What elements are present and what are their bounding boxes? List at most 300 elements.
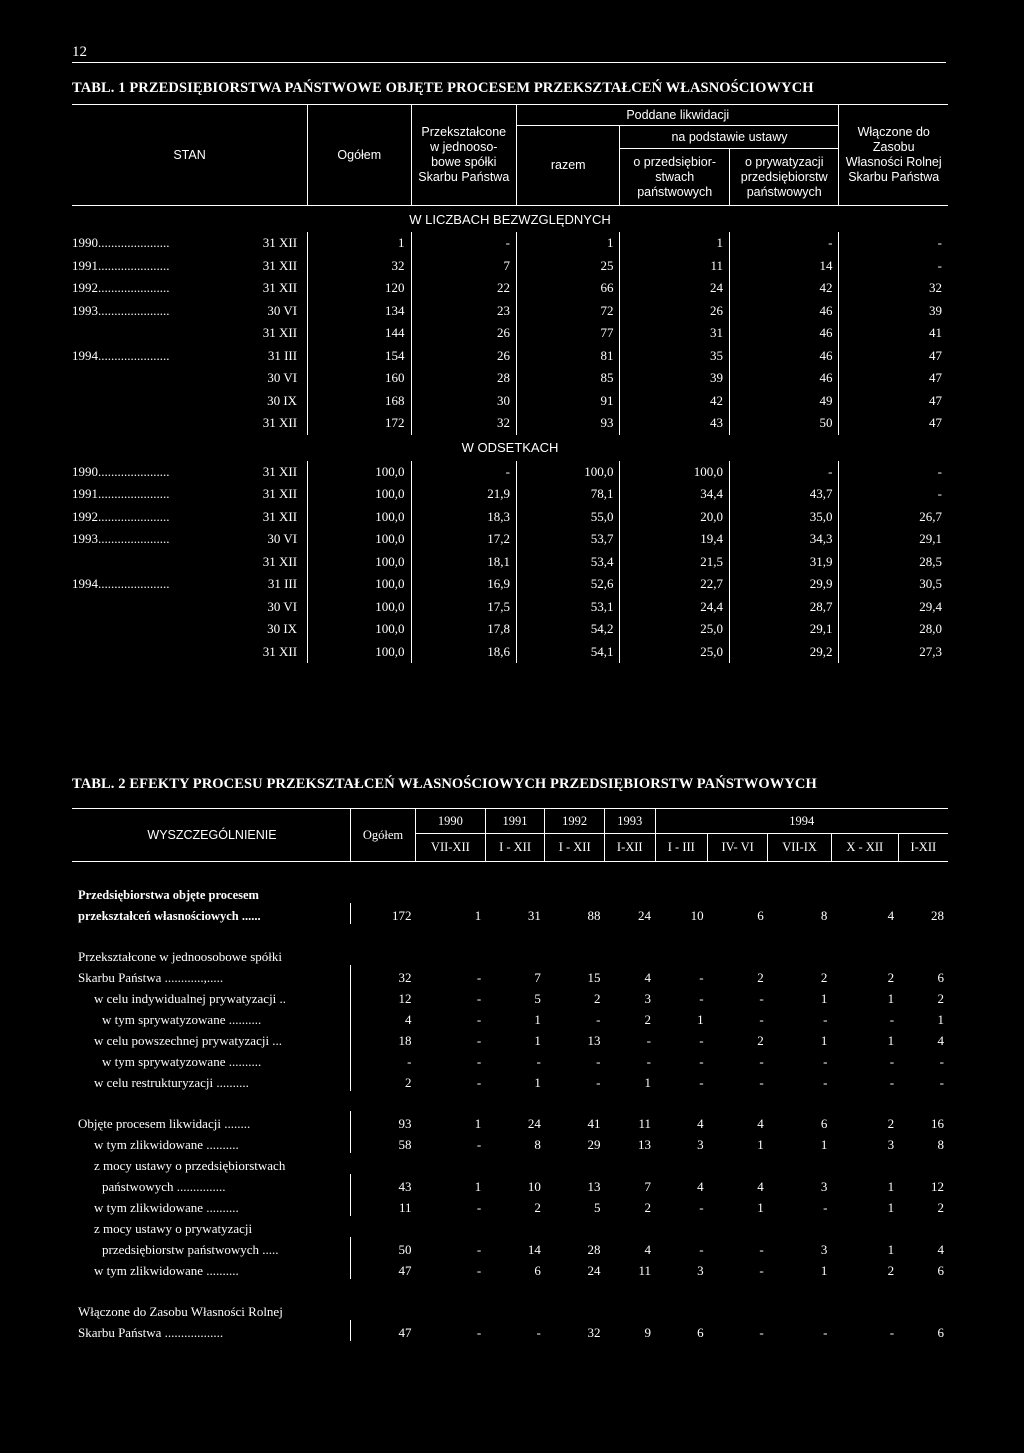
t1-cell: 46 bbox=[729, 345, 839, 368]
t1-cell: 35,0 bbox=[729, 506, 839, 529]
t2-row bbox=[72, 1174, 948, 1195]
t2-cell: - bbox=[596, 1075, 601, 1090]
t2-cell: 9 bbox=[644, 1325, 652, 1340]
t2-cell: 4 bbox=[757, 1179, 764, 1194]
t2-cell: - bbox=[476, 1263, 482, 1278]
t1-cell: 39 bbox=[620, 367, 730, 390]
t2-cell: 1 bbox=[887, 1200, 895, 1215]
t2-row bbox=[72, 1111, 948, 1132]
t2-cell: 4 bbox=[351, 1007, 416, 1028]
t2-cell: 1 bbox=[820, 1263, 828, 1278]
t2-cell: 32 bbox=[587, 1325, 601, 1340]
table2 bbox=[72, 808, 948, 1341]
t2-cell: 2 bbox=[644, 1012, 652, 1027]
t2-cell: 5 bbox=[534, 991, 541, 1006]
t2-cell: 4 bbox=[697, 1116, 704, 1131]
t2-cell: 47 bbox=[351, 1320, 416, 1341]
table2-title: TABL. 2 EFEKTY PROCESU PRZEKSZTAŁCEŃ WŁASNOŚCIOWYCH PRZEDSIĘBIORSTW PAŃSTWOWYCH bbox=[72, 776, 817, 792]
t1-cell: 24 bbox=[620, 277, 730, 300]
t2-cell: - bbox=[823, 1200, 828, 1215]
t1-cell: - bbox=[839, 461, 948, 484]
t1-cell: 32 bbox=[411, 412, 516, 435]
t1-cell: 35 bbox=[620, 345, 730, 368]
t1-cell: 29,9 bbox=[729, 573, 839, 596]
t2-row bbox=[72, 1070, 948, 1091]
t1-row-label bbox=[72, 322, 308, 345]
t2-cell: - bbox=[759, 1263, 764, 1278]
t1-cell: 100,0 bbox=[620, 461, 730, 484]
t2-cell: 6 bbox=[534, 1263, 541, 1278]
t2-cell: 28 bbox=[931, 908, 944, 923]
t1-cell: 28 bbox=[411, 367, 516, 390]
t1-cell: 22,7 bbox=[620, 573, 730, 596]
t1-cell: - bbox=[729, 461, 839, 484]
t2-cell: - bbox=[823, 1075, 828, 1090]
t1-header-razem: razem bbox=[517, 126, 620, 206]
t1-row-date: 31 III bbox=[267, 347, 298, 363]
t2-cell: 10 bbox=[527, 1179, 541, 1194]
t2-cell: - bbox=[823, 1054, 828, 1069]
t1-row bbox=[72, 596, 948, 619]
t2-row-label: Przedsiębiorstwa objęte procesem bbox=[78, 888, 259, 902]
page-number: 12 bbox=[72, 44, 87, 60]
t1-row-date: 31 XII bbox=[262, 463, 298, 479]
t1-cell: 144 bbox=[308, 322, 411, 345]
t2-header-period: VII-XII bbox=[416, 834, 486, 862]
t2-cell: 2 bbox=[757, 970, 764, 985]
t1-cell: 1 bbox=[517, 232, 620, 255]
t1-row-date: 31 XII bbox=[262, 553, 298, 569]
t2-cell: - bbox=[476, 991, 482, 1006]
t1-row-label bbox=[72, 461, 308, 484]
t1-row bbox=[72, 573, 948, 596]
t1-row-year: 1990 bbox=[72, 235, 98, 251]
t2-cell: 4 bbox=[697, 1179, 704, 1194]
t2-cell: 32 bbox=[351, 965, 416, 986]
t1-cell: 168 bbox=[308, 390, 411, 413]
t1-row-date: 31 XII bbox=[262, 257, 298, 273]
t2-header-year: 1993 bbox=[604, 809, 655, 834]
t1-cell: 32 bbox=[308, 255, 411, 278]
t1-cell: 18,3 bbox=[411, 506, 516, 529]
t2-cell: 172 bbox=[351, 903, 416, 924]
t1-cell: 22 bbox=[411, 277, 516, 300]
t2-cell: 2 bbox=[820, 970, 828, 985]
t1-cell: 41 bbox=[839, 322, 948, 345]
t2-cell: 8 bbox=[534, 1137, 541, 1152]
t2-cell: 3 bbox=[697, 1263, 704, 1278]
t1-row-date: 31 XII bbox=[262, 280, 298, 296]
t2-cell: 1 bbox=[474, 1179, 482, 1194]
t2-cell: 4 bbox=[887, 908, 895, 923]
t1-row bbox=[72, 390, 948, 413]
t2-header-period: I-XII bbox=[898, 834, 948, 862]
t1-cell: 50 bbox=[729, 412, 839, 435]
t2-row bbox=[72, 986, 948, 1007]
t1-row-label bbox=[72, 573, 308, 596]
t2-cell: - bbox=[699, 1033, 704, 1048]
t1-cell: 134 bbox=[308, 300, 411, 323]
t2-cell: 11 bbox=[351, 1195, 416, 1216]
t2-header-wyszczegolnienie: WYSZCZEGÓLNIENIE bbox=[72, 809, 351, 862]
t1-cell: 47 bbox=[839, 412, 948, 435]
t1-cell: 32 bbox=[839, 277, 948, 300]
t1-cell: 47 bbox=[839, 390, 948, 413]
t2-row-label: przedsiębiorstw państwowych ..... bbox=[102, 1242, 279, 1257]
t2-cell: - bbox=[699, 991, 704, 1006]
t2-header-year: 1992 bbox=[545, 809, 605, 834]
t1-cell: 34,3 bbox=[729, 528, 839, 551]
t2-cell: - bbox=[476, 1242, 482, 1257]
t1-cell: 81 bbox=[517, 345, 620, 368]
t2-cell: 2 bbox=[351, 1070, 416, 1091]
t1-cell: 100,0 bbox=[308, 528, 411, 551]
top-rule bbox=[72, 62, 946, 63]
t1-row-year: 1993 bbox=[72, 531, 98, 547]
t2-cell: - bbox=[889, 1325, 895, 1340]
t1-header-poddane: Poddane likwidacji bbox=[517, 105, 839, 126]
t1-row-label bbox=[72, 277, 308, 300]
t1-row-label bbox=[72, 300, 308, 323]
t2-cell: 2 bbox=[534, 1200, 541, 1215]
t1-row bbox=[72, 345, 948, 368]
t1-row bbox=[72, 412, 948, 435]
t2-row bbox=[72, 1258, 948, 1279]
t1-row-date: 30 VI bbox=[267, 531, 298, 547]
t2-cell: 3 bbox=[644, 991, 652, 1006]
t1-cell: 21,9 bbox=[411, 483, 516, 506]
t1-row bbox=[72, 461, 948, 484]
t1-row-dots: ...................... bbox=[98, 508, 170, 524]
t2-cell: 1 bbox=[474, 1116, 482, 1131]
t2-cell: 15 bbox=[587, 970, 601, 985]
t2-row-label: Skarbu Państwa ............,..... bbox=[78, 970, 224, 985]
t2-cell: - bbox=[351, 1049, 416, 1070]
t2-cell: 5 bbox=[593, 1200, 601, 1215]
t2-cell: - bbox=[596, 1054, 601, 1069]
t2-cell: 2 bbox=[887, 1263, 895, 1278]
t1-cell: 17,8 bbox=[411, 618, 516, 641]
t2-cell: 6 bbox=[937, 1263, 944, 1278]
t1-row-date: 31 XII bbox=[262, 415, 298, 431]
t1-cell: 91 bbox=[517, 390, 620, 413]
t2-cell: - bbox=[889, 1075, 895, 1090]
t1-cell: 29,1 bbox=[839, 528, 948, 551]
t2-cell: 41 bbox=[587, 1116, 601, 1131]
t1-row-year: 1990 bbox=[72, 463, 98, 479]
t1-cell: 17,2 bbox=[411, 528, 516, 551]
t1-cell: 26 bbox=[411, 345, 516, 368]
t1-cell: - bbox=[411, 461, 516, 484]
t2-cell: 3 bbox=[887, 1137, 895, 1152]
t1-row-dots: ...................... bbox=[98, 463, 170, 479]
t1-cell: 53,4 bbox=[517, 551, 620, 574]
t1-section-percent: W ODSETKACH bbox=[461, 440, 559, 455]
t1-cell: 54,1 bbox=[517, 641, 620, 664]
t2-spacer-cell bbox=[72, 924, 948, 944]
t2-header-period: I-XII bbox=[604, 834, 655, 862]
t1-cell: 11 bbox=[620, 255, 730, 278]
t1-cell: 43 bbox=[620, 412, 730, 435]
t1-row-date: 31 XII bbox=[262, 508, 298, 524]
t1-cell: 46 bbox=[729, 300, 839, 323]
t2-cell: - bbox=[646, 1033, 652, 1048]
t1-cell: 78,1 bbox=[517, 483, 620, 506]
t2-cell: 1 bbox=[534, 1033, 541, 1048]
t2-cell: 88 bbox=[587, 908, 601, 923]
t1-row-date: 30 IX bbox=[267, 392, 298, 408]
t1-cell: 47 bbox=[839, 345, 948, 368]
t1-cell: 46 bbox=[729, 322, 839, 345]
t2-cell: 2 bbox=[644, 1200, 652, 1215]
t1-row bbox=[72, 232, 948, 255]
t2-cell: - bbox=[476, 1325, 482, 1340]
t2-cell: 6 bbox=[757, 908, 764, 923]
t1-row-year: 1993 bbox=[72, 302, 98, 318]
t2-cell: - bbox=[596, 1012, 601, 1027]
t2-row-label: w celu restrukturyzacji .......... bbox=[94, 1075, 249, 1090]
t2-cell: - bbox=[699, 1054, 704, 1069]
t2-cell: 3 bbox=[820, 1179, 828, 1194]
t1-cell: 100,0 bbox=[308, 618, 411, 641]
t2-cell: 1 bbox=[937, 1012, 944, 1027]
t2-cell: - bbox=[759, 1242, 764, 1257]
t1-cell: 66 bbox=[517, 277, 620, 300]
t2-row-label: w tym sprywatyzowane .......... bbox=[102, 1054, 262, 1069]
t2-cell: - bbox=[889, 1012, 895, 1027]
t2-cell: 24 bbox=[527, 1116, 541, 1131]
t1-header-stan: STAN bbox=[72, 105, 308, 206]
t2-cell: 6 bbox=[937, 970, 944, 985]
t2-row-label: z mocy ustawy o przedsiębiorstwach bbox=[94, 1158, 286, 1173]
t2-header-period: X - XII bbox=[831, 834, 898, 862]
t2-spacer bbox=[72, 924, 948, 944]
t2-cell: 1 bbox=[757, 1200, 764, 1215]
t1-row-label bbox=[72, 618, 308, 641]
t2-cell: - bbox=[699, 1200, 704, 1215]
t1-row-label bbox=[72, 412, 308, 435]
t1-row bbox=[72, 528, 948, 551]
t2-cell: 13 bbox=[587, 1179, 601, 1194]
t2-cell: 11 bbox=[638, 1263, 652, 1278]
t1-cell: 28,0 bbox=[839, 618, 948, 641]
t1-cell: 14 bbox=[729, 255, 839, 278]
t2-cell: 2 bbox=[937, 991, 944, 1006]
t1-cell: 100,0 bbox=[517, 461, 620, 484]
t1-cell: 26 bbox=[620, 300, 730, 323]
t2-cell: 4 bbox=[644, 970, 652, 985]
t2-cell: 58 bbox=[351, 1132, 416, 1153]
t1-cell: 72 bbox=[517, 300, 620, 323]
t2-cell: 47 bbox=[351, 1258, 416, 1279]
t1-cell: - bbox=[839, 232, 948, 255]
t1-row-label bbox=[72, 528, 308, 551]
t2-cell: 12 bbox=[351, 986, 416, 1007]
t2-cell: 29 bbox=[587, 1137, 601, 1152]
t1-header-ogolem: Ogółem bbox=[308, 105, 411, 206]
t1-row-label bbox=[72, 596, 308, 619]
t1-cell: 24,4 bbox=[620, 596, 730, 619]
t2-row bbox=[72, 944, 948, 965]
t2-cell: 10 bbox=[690, 908, 704, 923]
t1-cell: 20,0 bbox=[620, 506, 730, 529]
t2-cell: 4 bbox=[644, 1242, 652, 1257]
t1-cell: 21,5 bbox=[620, 551, 730, 574]
t2-cell: 7 bbox=[644, 1179, 652, 1194]
t2-cell: 28 bbox=[587, 1242, 601, 1257]
t2-row bbox=[72, 882, 948, 903]
t1-cell: 16,9 bbox=[411, 573, 516, 596]
t1-row-date: 31 XII bbox=[262, 235, 298, 251]
t2-cell: - bbox=[476, 1033, 482, 1048]
t1-cell: 100,0 bbox=[308, 483, 411, 506]
t2-cell: 1 bbox=[534, 1075, 541, 1090]
t1-row-year: 1991 bbox=[72, 486, 98, 502]
t2-cell: 2 bbox=[887, 970, 895, 985]
t2-cell: - bbox=[939, 1075, 944, 1090]
t1-cell: 172 bbox=[308, 412, 411, 435]
t2-header-year: 1990 bbox=[416, 809, 486, 834]
t1-cell: 23 bbox=[411, 300, 516, 323]
t2-cell: 2 bbox=[757, 1033, 764, 1048]
t2-row-label: przekształceń własnościowych ...... bbox=[78, 909, 261, 923]
t1-row bbox=[72, 618, 948, 641]
t2-cell: 18 bbox=[351, 1028, 416, 1049]
t2-cell: - bbox=[759, 1075, 764, 1090]
t1-row-label bbox=[72, 367, 308, 390]
t1-row bbox=[72, 322, 948, 345]
t1-cell: 100,0 bbox=[308, 461, 411, 484]
t1-cell: 100,0 bbox=[308, 641, 411, 664]
t1-row-date: 31 XII bbox=[262, 486, 298, 502]
t2-cell: 14 bbox=[527, 1242, 541, 1257]
t1-cell: 100,0 bbox=[308, 506, 411, 529]
t1-row-date: 30 VI bbox=[267, 598, 298, 614]
t1-cell: 100,0 bbox=[308, 596, 411, 619]
t2-header-period: I - XII bbox=[485, 834, 545, 862]
t2-row bbox=[72, 1132, 948, 1153]
t2-row bbox=[72, 1320, 948, 1341]
t1-cell: 25,0 bbox=[620, 641, 730, 664]
t1-cell: 26 bbox=[411, 322, 516, 345]
t2-cell: - bbox=[889, 1054, 895, 1069]
t2-cell: 8 bbox=[937, 1137, 944, 1152]
t2-row bbox=[72, 1299, 948, 1320]
t2-cell: 4 bbox=[937, 1033, 944, 1048]
t1-cell: 30,5 bbox=[839, 573, 948, 596]
t2-cell: 1 bbox=[887, 1033, 895, 1048]
t2-row bbox=[72, 1216, 948, 1237]
t2-cell: 1 bbox=[887, 1179, 895, 1194]
t2-cell: 24 bbox=[638, 908, 652, 923]
t2-cell: 1 bbox=[887, 991, 895, 1006]
table1 bbox=[72, 104, 948, 663]
t1-cell: 18,6 bbox=[411, 641, 516, 664]
t1-row bbox=[72, 367, 948, 390]
t1-row-year: 1991 bbox=[72, 257, 98, 273]
t1-cell: 77 bbox=[517, 322, 620, 345]
t2-cell: - bbox=[476, 1137, 482, 1152]
t2-cell: 1 bbox=[887, 1242, 895, 1257]
t2-header-year: 1994 bbox=[655, 809, 948, 834]
t2-cell: 1 bbox=[757, 1137, 764, 1152]
t2-cell: 3 bbox=[697, 1137, 704, 1152]
t1-cell: 100,0 bbox=[308, 573, 411, 596]
t1-header-o-prywatyzacji: o prywatyzacji przedsiębiorstw państwowych bbox=[729, 149, 839, 206]
t1-header-na-podstawie: na podstawie ustawy bbox=[620, 126, 839, 149]
t1-row-date: 30 VI bbox=[267, 370, 298, 386]
t1-cell: 53,1 bbox=[517, 596, 620, 619]
t1-header-przeksztalcone: Przekształcone w jednooso- bowe spółki Skarbu Państwa bbox=[411, 105, 516, 206]
t2-cell: - bbox=[476, 1075, 482, 1090]
t1-cell: 19,4 bbox=[620, 528, 730, 551]
t1-row-dots: ...................... bbox=[98, 576, 170, 592]
t2-cell: 4 bbox=[757, 1116, 764, 1131]
t1-cell: 26,7 bbox=[839, 506, 948, 529]
t2-row-label: Przekształcone w jednoosobowe spółki bbox=[78, 949, 282, 964]
t1-cell: 160 bbox=[308, 367, 411, 390]
t1-cell: 25 bbox=[517, 255, 620, 278]
t1-row-label bbox=[72, 232, 308, 255]
t2-row-label: Włączone do Zasobu Własności Rolnej bbox=[78, 1304, 283, 1319]
t2-cell: 1 bbox=[820, 1033, 828, 1048]
t1-cell: 1 bbox=[620, 232, 730, 255]
t2-header-ogolem: Ogółem bbox=[351, 809, 416, 862]
t1-cell: 30 bbox=[411, 390, 516, 413]
t1-row-label bbox=[72, 483, 308, 506]
t2-header-year: 1991 bbox=[485, 809, 545, 834]
t2-cell: 1 bbox=[820, 1137, 828, 1152]
t1-row-label bbox=[72, 641, 308, 664]
t1-row-dots: ...................... bbox=[98, 531, 170, 547]
t2-cell: 8 bbox=[820, 908, 828, 923]
t1-row-label bbox=[72, 390, 308, 413]
t1-row-label bbox=[72, 345, 308, 368]
t2-cell: - bbox=[823, 1325, 828, 1340]
t1-cell: 34,4 bbox=[620, 483, 730, 506]
t1-cell: 7 bbox=[411, 255, 516, 278]
t2-row bbox=[72, 903, 948, 924]
t2-row-label: w tym zlikwidowane .......... bbox=[94, 1137, 239, 1152]
t2-cell: - bbox=[823, 1012, 828, 1027]
t2-header-period: I - III bbox=[655, 834, 708, 862]
t1-cell: 42 bbox=[729, 277, 839, 300]
t2-header-period: VII-IX bbox=[768, 834, 832, 862]
t1-cell: 28,7 bbox=[729, 596, 839, 619]
t1-row-label bbox=[72, 255, 308, 278]
t2-cell: 2 bbox=[937, 1200, 944, 1215]
t2-cell: 2 bbox=[887, 1116, 895, 1131]
t1-cell: 27,3 bbox=[839, 641, 948, 664]
t1-cell: 54,2 bbox=[517, 618, 620, 641]
t2-row-label: w celu indywidualnej prywatyzacji .. bbox=[94, 991, 287, 1006]
t2-cell: - bbox=[759, 1054, 764, 1069]
t2-cell: - bbox=[939, 1054, 944, 1069]
t1-row bbox=[72, 277, 948, 300]
t2-cell: - bbox=[759, 991, 764, 1006]
t1-row-date: 31 XII bbox=[262, 325, 298, 341]
t2-header-period: I - XII bbox=[545, 834, 605, 862]
t1-row-date: 31 XII bbox=[262, 643, 298, 659]
t1-cell: 154 bbox=[308, 345, 411, 368]
t1-cell: - bbox=[839, 255, 948, 278]
t2-cell: 93 bbox=[351, 1111, 416, 1132]
t2-row-label: w tym sprywatyzowane .......... bbox=[102, 1012, 262, 1027]
t1-cell: 55,0 bbox=[517, 506, 620, 529]
t1-row bbox=[72, 641, 948, 664]
t1-row-dots: ...................... bbox=[98, 486, 170, 502]
t1-cell: - bbox=[729, 232, 839, 255]
